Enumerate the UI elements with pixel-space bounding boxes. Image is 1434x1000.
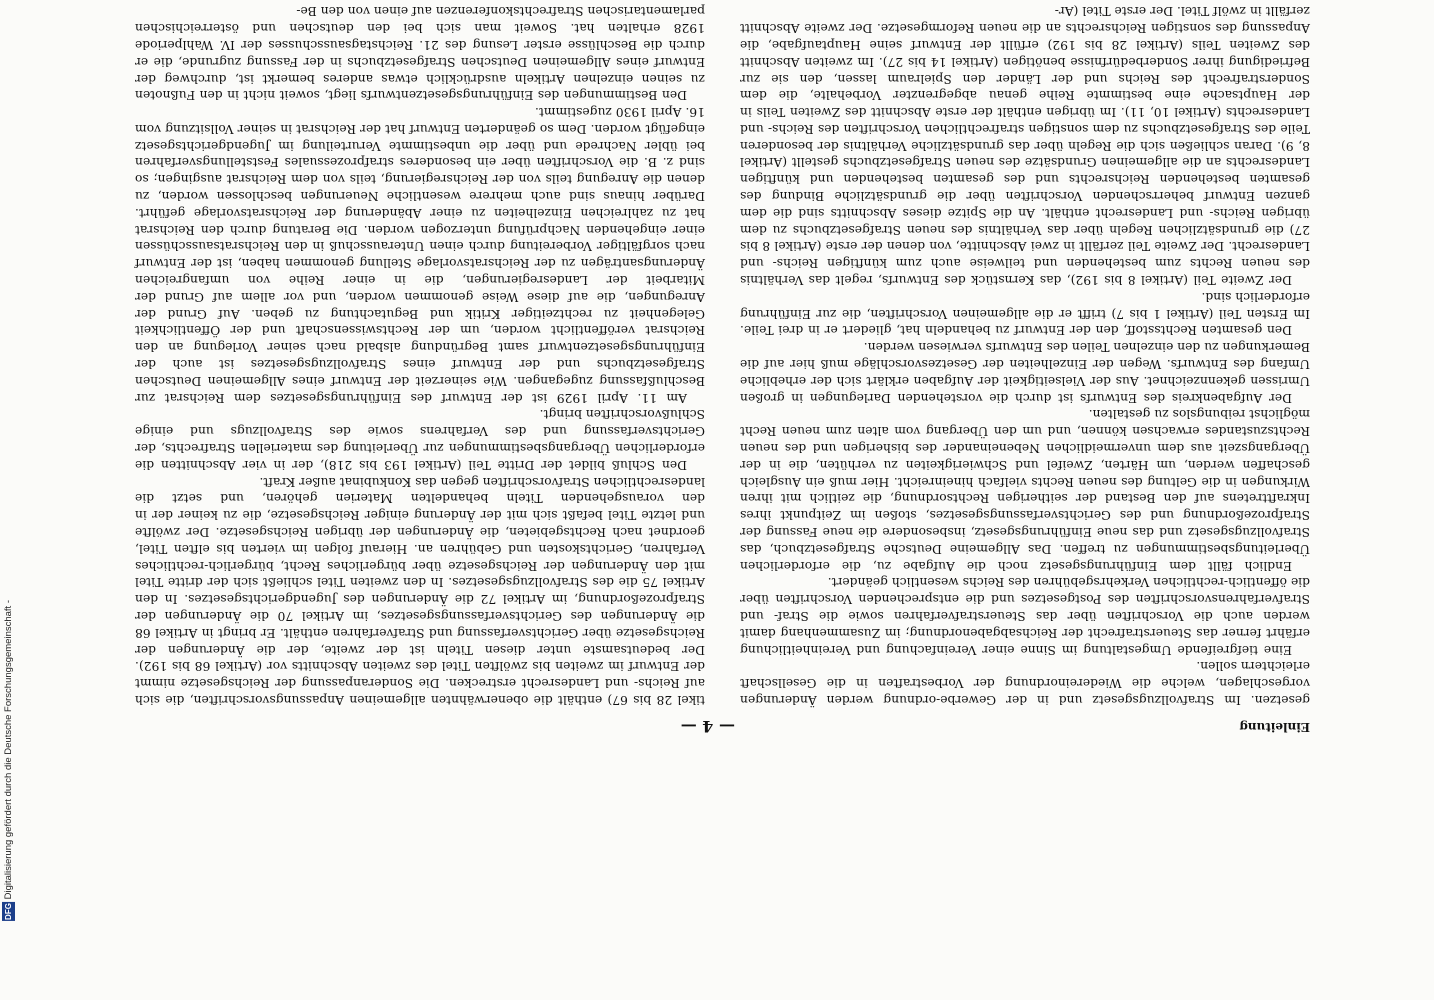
paragraph: tikel 28 bis 67) enthält die obenerwähnten allgemeinen Anpassungsvorschriften, die sich auf Reichs- und Landesrecht erstrecken. Die Sonderanpassung der Reichsgesetze nimmt der Entwurf im zweiten bis zwölften Titel des zweiten Abschnitts vor (Artikel 68 bis 192). Der bedeutsamste unter diesen Titeln ist der zweite, der die Änderungen der Reichsgesetze über Gerichtsverfassung und Strafverfahren enthält. Er bringt in Artikel 68 die Änderungen des Gerichtsverfassungsgesetzes, im Artikel 70 die Änderungen der Strafprozeßordnung, im Artikel 72 die Änderungen des Jugendgerichtsgesetzes. In den Artikel 75 die des Strafvollzugsgesetzes. In den zweiten Titel schließt sich der dritte Titel mit den Änderungen der Reichsgesetze über bürgerliches Recht, bürgerlich-rechtliches Verfahren, Gerichtskosten und Gebühren an. Hierauf folgen im vierten bis elften Titel, geordnet nach Rechtsgebieten, die Änderungen der übrigen Reichsgesetze. Der zwölfte und letzte Titel befaßt sich mit der Änderung einiger Reichsgesetze, die zu keiner der in den vorausgehenden Titeln behandelten Materien gehören, und setzt die landesrechtlichen Strafvorschriften gegen das Konkubinat außer Kraft.	[135, 474, 705, 707]
paragraph: Den Bestimmungen des Einführungsgesetzentwurfs liegt, soweit nicht in den Fußnoten zu seinen einzelnen Artikeln ausdrücklich etwas anderes bemerkt ist, durchweg der Entwurf eines Allgemeinen Deutschen Strafgesetzbuchs in der Fassung zugrunde, die er durch die Beschlüsse erster Lesung des 21. Reichstagsausschusses der IV. Wahlperiode 1928 erhalten hat. Soweit man sich bei den deutschen und österreichischen parlamentarischen Strafrechtskonferenzen auf einen von den Be-	[135, 4, 705, 103]
rotated-page-content	[120, 4, 1310, 736]
paragraph: Eine tiefgreifende Umgestaltung im Sinne einer Vereinfachung und Vereinheitlichung erfährt ferner das Steuerstrafrecht der Reichsabgabenordnung; im Zusammenhang damit werden auch die Vorschriften über das Steuerstrafverfahren sowie die Straf- und Strafverfahrensvorschriften des Postgesetzes und die entsprechenden Vorschriften über die öffentlich-rechtlichen Verkehrsgebühren des Reichs wesentlich geändert.	[740, 575, 1310, 657]
credit-text: Digitalisierung gefördert durch die Deutsche Forschungsgemeinschaft -	[3, 600, 14, 900]
text-column-left	[740, 4, 1310, 708]
paragraph: Den gesamten Rechtsstoff, den der Entwurf zu behandeln hat, gliedert er in drei Teile. Im Ersten Teil (Artikel 1 bis 7) trifft er die allgemeinen Vorschriften, die zur Einführung erforderlich sind.	[740, 289, 1310, 338]
running-header: Einleitung	[1239, 720, 1310, 734]
paragraph: Den Schluß bildet der Dritte Teil (Artikel 193 bis 218), der in vier Abschnitten die erforderlichen Übergangsbestimmungen zur Überleitung des materiellen Strafrechts, der Gerichtsverfassung und des Verfahrens sowie des Strafvollzugs und einige Schlußvorschriften bringt.	[135, 407, 705, 472]
paragraph: Der Zweite Teil (Artikel 8 bis 192), das Kernstück des Entwurfs, regelt das Verhältnis des neuen Rechts zum bestehenden und teilweise auch zum künftigen Reichs- und Landesrecht. Der Zweite Teil zerfällt in zwei Abschnitte, von denen der erste (Artikel 8 bis 27) die grundsätzlichen Regeln über das Verhältnis des neuen Strafgesetzbuchs zu dem übrigen Reichs- und Landesrecht enthält. An die Spitze dieses Abschnitts sind die dem ganzen Entwurf beherrschenden Vorschriften über die grundsätzliche Bindung des gesamten bestehenden Reichsrechts und des gesamten bestehenden und künftigen Landesrechts an die allgemeinen Grundsätze des neuen Strafgesetzbuchs gestellt (Artikel 8, 9). Daran schließen sich die Regeln über das grundsätzliche Verhältnis der besonderen Teile des Strafgesetzbuchs zu dem sonstigen strafrechtlichen Vorschriften des Reichs- und Landesrechts (Artikel 10, 11). Im übrigen enthält der erste Abschnitt des Zweiten Teils in der Hauptsache eine bestimmte Reihe genau abgegrenzter Vorbehalte, die dem Sonderstrafrecht des Reichs und der Länder den Spielraum lassen, den sie zur Befriedigung ihrer Sonderbedürfnisse benötigen (Artikel 14 bis 27). Im zweiten Abschnitt des Zweiten Teils (Artikel 28 bis 192) erfüllt der Entwurf seine Hauptaufgabe, die Anpassung des sonstigen Reichsrechts an die neuen Reformgesetze. Der zweite Abschnitt zerfällt in zwölf Titel. Der erste Titel (Ar-	[740, 4, 1310, 288]
dfg-logo: DFG	[4, 903, 13, 920]
paragraph: Am 11. April 1929 ist der Entwurf des Einführungsgesetzes dem Reichsrat zur Beschlußfassung zugegangen. Wie seinerzeit der Entwurf eines Allgemeinen Deutschen Strafgesetzbuchs und der Entwurf eines Strafvollzugsgesetzes ist auch der Einführungsgesetzentwurf samt Begründung alsbald nach seiner Vorlegung an den Reichsrat veröffentlicht worden, um der Rechtswissenschaft und der Öffentlichkeit Gelegenheit zu rechtzeitiger Kritik und Begutachtung zu geben. Auf Grund der Anregungen, die auf diese Weise genommen worden, und vor allem auf Grund der Mitarbeit der Landesregierungen, die in einer Reihe von umfangreichen Änderungsanträgen zu der Reichsratsvorlage Stellung genommen haben, ist der Entwurf nach sorgfältiger Vorbereitung durch einen Unterausschuß in den Reichsratsausschüssen einer eingehenden Nachprüfung unterzogen worden. Die Beratung durch den Reichsrat hat zu zahlreichen Einzelheiten zu einer Abänderung der Reichsratsvorlage geführt. Darüber hinaus sind auch mehrere wesentliche Neuerungen beschlossen worden, zu denen die Anregung teils von der Reichsregierung, teils von dem Reichsrat ausgingen; so sind z. B. die Vorschriften über ein besonderes strafprozessuales Feststellungsverfahren bei übler Nachrede und über die unbestimmte Verurteilung im Jugendgerichtsgesetz eingefügt worden. Dem so geänderten Entwurf hat der Reichsrat in seiner Vollsitzung vom 16. April 1930 zugestimmt.	[135, 105, 705, 405]
paragraph: Endlich fällt dem Einführungsgesetz noch die Aufgabe zu, die erforderlichen Überleitungsbestimmungen zu treffen. Das Allgemeine Deutsche Strafgesetzbuch, das Strafvollzugsgesetz und das neue Einführungsgesetz, insbesondere die neue Fassung der Strafprozeßordnung und des Gerichtsverfassungsgesetzes, stoßen im Zeitpunkt ihres Inkrafttretens auf den Bestand der seitherigen Rechtsordnung, die zeitlich mit ihren Wirkungen in die Geltung des neuen Rechts vielfach hineinreicht. Hier muß ein Ausgleich geschaffen werden, um Härten, Zweifel und Schwierigkeiten zu verhüten, die in der Übergangszeit aus dem unvermeidlichen Nebeneinander des bisherigen und des neuen Rechtszustandes erwachsen können, und um den Übergang vom alten zum neuen Recht möglichst reibungslos zu gestalten.	[740, 407, 1310, 573]
paragraph: Der Aufgabenkreis des Entwurfs ist durch die vorstehenden Darlegungen in großen Umrissen gekennzeichnet. Aus der Vielseitigkeit der Aufgaben erklärt sich der erhebliche Umfang des Entwurfs. Wegen der Einzelheiten der Gesetzesvorschläge muß hier auf die Bemerkungen zu den einzelnen Teilen des Entwurfs verwiesen werden.	[740, 340, 1310, 405]
text-column-right	[135, 4, 705, 708]
paragraph: gesetzen. Im Strafvollzugsgesetz und in der Gewerbe-ordnung werden Änderungen vorgeschlagen, welche die Wiedereinordnung der Vorbestraften in die Gesellschaft erleichtern sollen.	[740, 659, 1310, 707]
page-number: — 4 —	[680, 717, 735, 736]
digitization-credit	[2, 600, 15, 924]
